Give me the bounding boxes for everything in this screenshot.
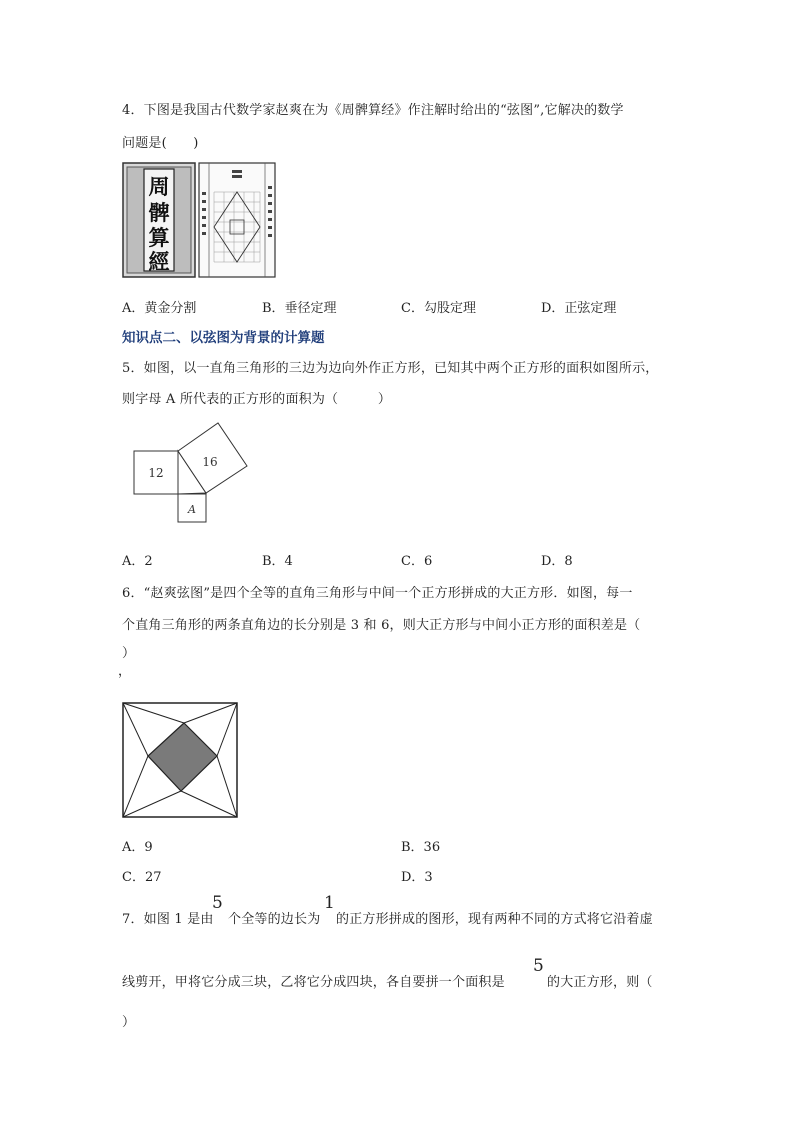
q4-text-line2: 问题是( ) [122, 136, 199, 151]
book-title-char-2: 髀 [148, 200, 170, 225]
q4-option-c: C．勾股定理 [401, 301, 476, 316]
q4-option-a: A．黄金分割 [122, 301, 197, 316]
q6-option-a: A．9 [122, 840, 153, 855]
q5-option-a: A．2 [122, 554, 153, 569]
q5-text-line2: 则字母 A 所代表的正方形的面积为（ ） [122, 392, 392, 407]
section-heading: 知识点二、以弦图为背景的计算题 [122, 330, 325, 346]
book-title-char-3: 算 [148, 225, 170, 250]
xian-tu-diagram-image [199, 163, 275, 277]
q7-number-1: 1 [324, 893, 335, 913]
book-title-char-4: 經 [148, 249, 170, 274]
q6-option-d: D．3 [401, 870, 433, 885]
q4-figure [122, 162, 277, 278]
book-title-char-1: 周 [148, 174, 170, 199]
q4-text-line1: 4．下图是我国古代数学家赵爽在为《周髀算经》作注解时给出的“弦图”,它解决的数学 [122, 103, 624, 118]
q6-text-line1: 6．“赵爽弦图”是四个全等的直角三角形与中间一个正方形拼成的大正方形．如图，每一 [122, 586, 633, 601]
q7-number-5: 5 [212, 893, 223, 913]
q6-text-line2: 个直角三角形的两条直角边的长分别是 3 和 6，则大正方形与中间小正方形的面积差是（ [122, 618, 641, 633]
q6-figure [122, 702, 240, 820]
q5-text-line1: 5．如图，以一直角三角形的三边为边向外作正方形，已知其中两个正方形的面积如图所示， [122, 361, 659, 376]
q7-text-line2-part2: 的大正方形，则（ [547, 975, 653, 990]
book-cover-image [123, 163, 195, 277]
q6-text-line3: ） [122, 646, 136, 661]
q7-text-part2: 个全等的边长为 [228, 912, 321, 927]
label-12: 12 [148, 466, 164, 480]
q4-option-d: D．正弦定理 [541, 301, 617, 316]
q6-option-b: B．36 [401, 840, 441, 855]
q7-text-part3: 的正方形拼成的图形，现有两种不同的方式将它沿着虚 [336, 912, 653, 927]
q4-option-b: B．垂径定理 [262, 301, 337, 316]
q7-number-area-5: 5 [533, 956, 544, 976]
q6-text-line4: ， [118, 664, 132, 679]
q7-text-line3: ） [122, 1015, 136, 1030]
label-16: 16 [202, 455, 218, 469]
q7-text-line2-part1: 线剪开，甲将它分成三块，乙将它分成四块，各自要拼一个面积是 [122, 975, 505, 990]
q5-option-b: B．4 [262, 554, 293, 569]
label-a: A [188, 503, 196, 516]
q5-option-c: C．6 [401, 554, 433, 569]
q5-option-d: D．8 [541, 554, 573, 569]
q7-text-part1: 7．如图 1 是由 [122, 912, 214, 927]
q5-figure [130, 418, 255, 528]
q6-option-c: C．27 [122, 870, 162, 885]
